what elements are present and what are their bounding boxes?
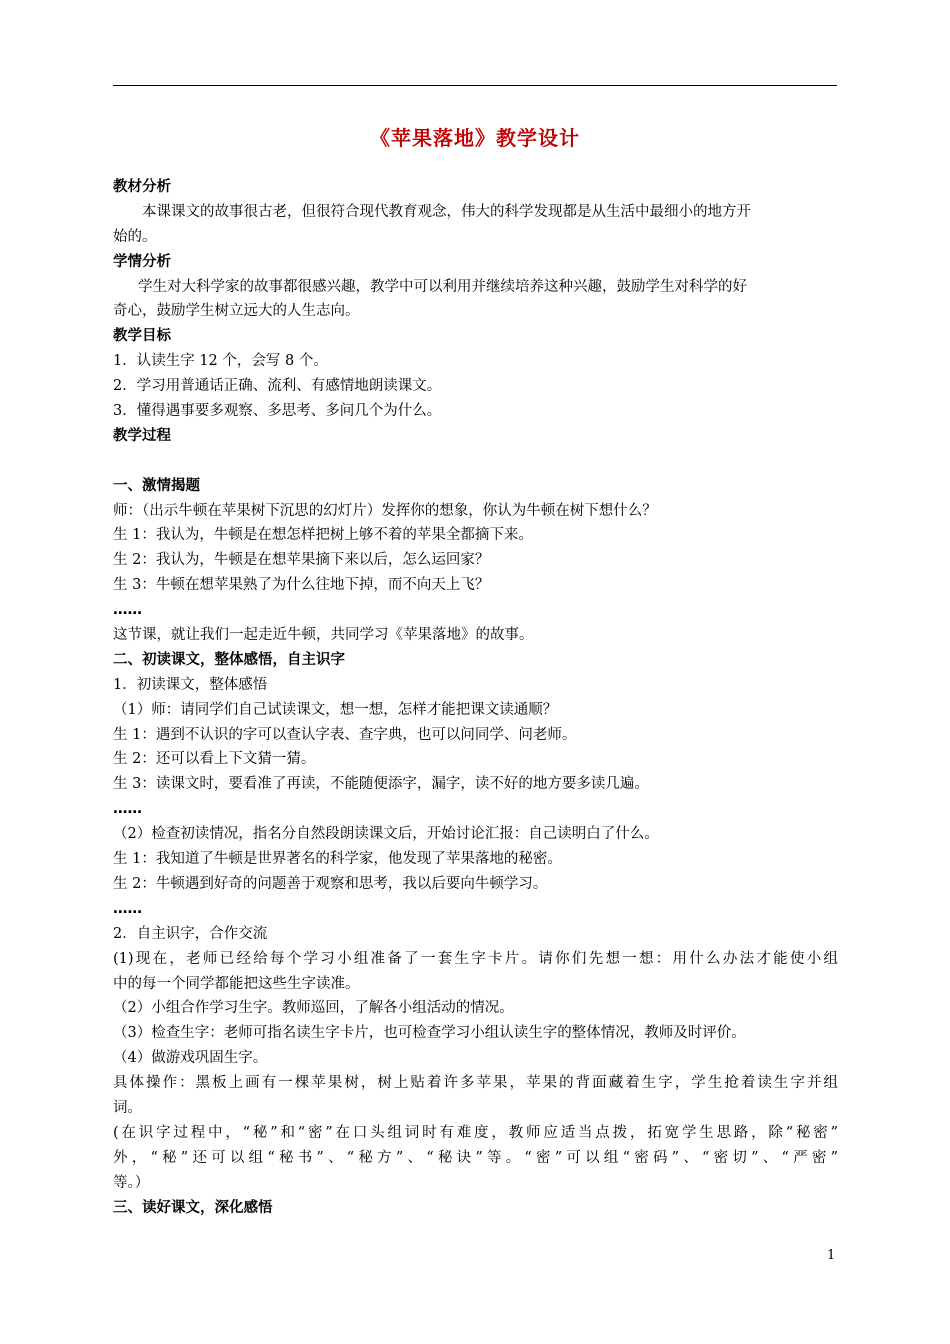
paragraph-line: 具体操作：黑板上画有一棵苹果树，树上贴着许多苹果，苹果的背面藏着生字，学生抢着读生字并组: [113, 1075, 838, 1092]
dialogue-line: 生 2：还可以看上下文猜一猜。: [113, 751, 316, 768]
dialogue-line: （2）检查初读情况，指名分自然段朗读课文后，开始讨论汇报：自己读明白了什么。: [113, 826, 659, 843]
goal-item: 2．学习用普通话正确、流利、有感情地朗读课文。: [113, 378, 442, 395]
paragraph-line: (1)现在，老师已经给每个学习小组准备了一套生字卡片。请你们先想一想：用什么办法才能使小组: [113, 950, 838, 967]
paragraph-line: 奇心，鼓励学生树立远大的人生志向。: [113, 303, 360, 320]
paragraph-line: 词。: [113, 1099, 142, 1116]
section-heading-students: 学情分析: [113, 253, 171, 270]
blank-line: [113, 449, 838, 474]
ellipsis-line: ……: [113, 900, 142, 917]
document-body: [113, 175, 838, 1220]
paragraph-line: （4）做游戏巩固生字。: [113, 1050, 268, 1067]
paragraph-line: 等。）: [113, 1174, 150, 1191]
paragraph-line: 中的每一个同学都能把这些生字读准。: [113, 975, 360, 992]
dialogue-line: 这节课，就让我们一起走近牛顿，共同学习《苹果落地》的故事。: [113, 627, 534, 644]
ellipsis-line: ……: [113, 801, 142, 818]
dialogue-line: 生 3：牛顿在想苹果熟了为什么往地下掉，而不向天上飞？: [113, 577, 490, 594]
paragraph-line: （3）检查生字：老师可指名读生字卡片，也可检查学习小组认读生字的整体情况，教师及时评价。: [113, 1025, 746, 1042]
dialogue-line: 生 2：牛顿遇到好奇的问题善于观察和思考，我以后要向牛顿学习。: [113, 875, 548, 892]
sub-heading: 2．自主识字，合作交流: [113, 925, 268, 942]
dialogue-line: 生 2：我认为，牛顿是在想苹果摘下来以后，怎么运回家？: [113, 552, 490, 569]
goal-item: 1．认读生字 12 个，会写 8 个。: [113, 353, 328, 370]
part-heading-1: 一、激情揭题: [113, 477, 200, 494]
sub-heading: 1．初读课文，整体感悟: [113, 676, 268, 693]
section-heading-process: 教学过程: [113, 427, 171, 444]
paragraph-line: 学生对大科学家的故事都很感兴趣，教学中可以利用并继续培养这种兴趣，鼓励学生对科学的好: [138, 278, 747, 295]
ellipsis-line: ……: [113, 602, 142, 619]
dialogue-line: 生 1：我认为，牛顿是在想怎样把树上够不着的苹果全都摘下来。: [113, 527, 533, 544]
paragraph-line: 外，“秘”还可以组“秘书”、“秘方”、“秘诀”等。“密”可以组“密码”、“密切”、“严密”: [113, 1149, 838, 1166]
page-number: 1: [827, 1248, 836, 1263]
goal-item: 3．懂得遇事要多观察、多思考、多问几个为什么。: [113, 403, 442, 420]
paragraph-line: 本课课文的故事很古老，但很符合现代教育观念，伟大的科学发现都是从生活中最细小的地方开: [142, 203, 751, 220]
dialogue-line: 师：（出示牛顿在苹果树下沉思的幻灯片）发挥你的想象，你认为牛顿在树下想什么？: [113, 502, 657, 519]
dialogue-line: 生 1：遇到不认识的字可以查认字表、查字典，也可以问同学、问老师。: [113, 726, 577, 743]
section-heading-goals: 教学目标: [113, 328, 171, 345]
header-rule: [113, 85, 837, 86]
paragraph-line: 始的。: [113, 228, 157, 245]
paragraph-line: (在识字过程中，“秘”和“密”在口头组词时有难度，教师应适当点拨，拓宽学生思路，除“秘密”: [113, 1124, 838, 1141]
document-title: 《苹果落地》教学设计: [370, 126, 580, 150]
part-heading-3: 三、读好课文，深化感悟: [113, 1199, 273, 1216]
paragraph-line: （2）小组合作学习生字。教师巡回，了解各小组活动的情况。: [113, 1000, 514, 1017]
part-heading-2: 二、初读课文，整体感悟，自主识字: [113, 651, 345, 668]
dialogue-line: 生 3：读课文时，要看准了再读，不能随便添字，漏字，读不好的地方要多读几遍。: [113, 776, 649, 793]
dialogue-line: 生 1：我知道了牛顿是世界著名的科学家，他发现了苹果落地的秘密。: [113, 851, 562, 868]
section-heading-material: 教材分析: [113, 179, 171, 195]
dialogue-line: （1）师：请同学们自己试读课文，想一想，怎样才能把课文读通顺？: [113, 701, 558, 718]
